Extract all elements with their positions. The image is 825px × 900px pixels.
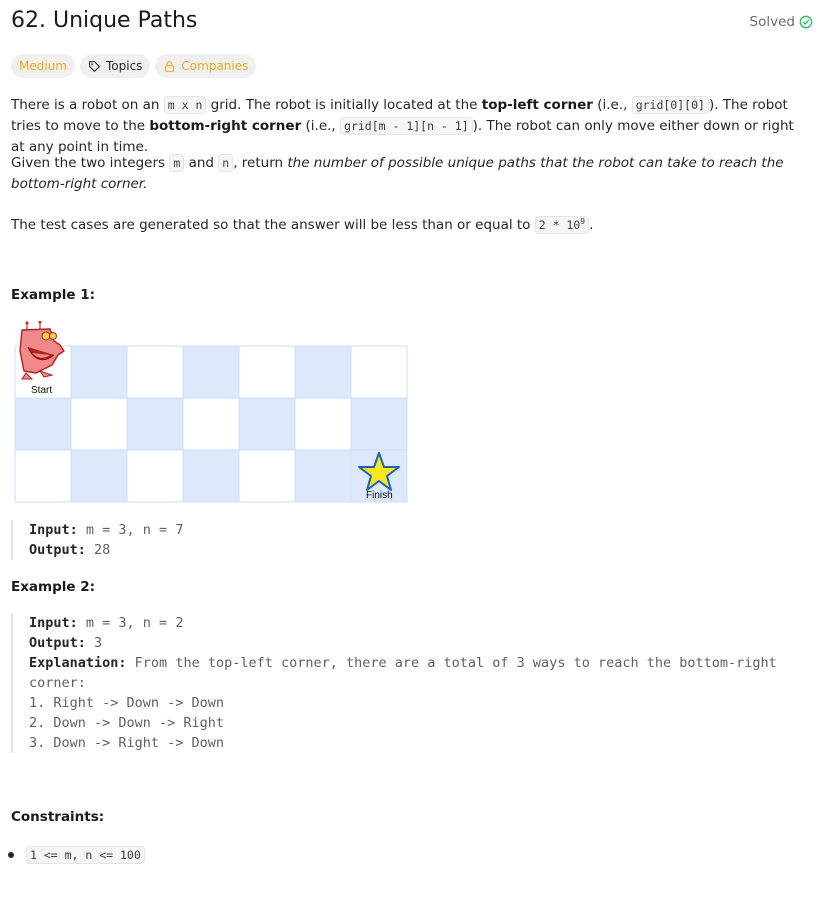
solved-status (750, 14, 813, 30)
italic-text: . (143, 176, 148, 192)
difficulty-label: Medium (19, 59, 67, 73)
constraints-heading: Constraints: (11, 809, 105, 825)
problem-title: 62. Unique Paths (11, 8, 198, 33)
bullet-dot (8, 852, 14, 858)
topics-button[interactable] (80, 54, 150, 78)
explanation-step: 3. Down -> Right -> Down (29, 735, 225, 751)
inline-code: n (218, 154, 233, 172)
explanation-label: Explanation: (29, 655, 127, 671)
code-exponent: 9 (580, 217, 586, 226)
bold-text: bottom-right corner (149, 118, 302, 134)
text: There is a robot on an (11, 97, 164, 113)
constraint-code: 1 <= m, n <= 100 (26, 846, 145, 864)
output-label: Output: (29, 635, 86, 651)
text: and (184, 155, 219, 171)
finish-label: Finish (366, 490, 393, 501)
inline-code: m (169, 154, 184, 172)
solved-label: Solved (749, 14, 795, 30)
explanation-step: 2. Down -> Down -> Right (29, 715, 225, 731)
example-2-heading: Example 2: (11, 579, 96, 595)
description-paragraph-2 (11, 153, 811, 195)
input-label: Input: (29, 522, 78, 538)
input-value: m = 3, n = 7 (77, 522, 184, 538)
text: The test cases are generated so that the answer will be less than or equal to (11, 216, 535, 233)
companies-button[interactable] (155, 54, 256, 78)
code-base: 2 * 10 (538, 217, 581, 232)
text: (i.e., (592, 97, 632, 113)
text: , return (233, 155, 288, 171)
inline-code: m x n (164, 96, 207, 114)
italic-text: the number of possible unique paths that the robot can take to reach the bottom-right corner (11, 155, 784, 192)
start-label: Start (31, 385, 53, 396)
input-label: Input: (29, 615, 78, 631)
explanation-step: 1. Right -> Down -> Down (29, 695, 225, 711)
topics-label: Topics (105, 59, 143, 73)
inline-code (535, 216, 589, 234)
tag-row (11, 54, 256, 78)
inline-code: grid[m - 1][n - 1] (340, 117, 473, 135)
example-1-block (11, 520, 183, 560)
text: ). The robot tries to move to the (11, 97, 788, 134)
inline-code: grid[0][0] (632, 96, 709, 114)
robot-grid-illustration (14, 321, 409, 503)
explanation-text: From the top-left corner, there are a total of 3 ways to reach the bottom-right (126, 655, 777, 671)
grid-cells (15, 346, 407, 502)
lock-icon (163, 60, 176, 73)
explanation-text: corner: (29, 675, 86, 691)
input-value: m = 3, n = 2 (77, 615, 184, 631)
text: grid. The robot is initially located at the (206, 97, 482, 113)
difficulty-badge (11, 54, 75, 78)
check-circle-icon (799, 15, 813, 29)
bold-text: top-left corner (481, 97, 593, 113)
description-paragraph-1 (11, 95, 811, 158)
description-paragraph-3 (11, 211, 811, 236)
constraint-item (8, 846, 145, 864)
output-value: 28 (85, 542, 111, 558)
tag-icon (88, 60, 101, 73)
example-2-block (11, 613, 777, 753)
text: Given the two integers (11, 155, 170, 171)
text: . (589, 216, 594, 233)
text: ). The robot can only move either down or right at any point in time. (11, 118, 794, 155)
output-label: Output: (29, 542, 86, 558)
text: (i.e., (301, 118, 341, 134)
example-1-heading: Example 1: (11, 287, 96, 303)
output-value: 3 (85, 635, 103, 651)
companies-label: Companies (181, 59, 249, 73)
